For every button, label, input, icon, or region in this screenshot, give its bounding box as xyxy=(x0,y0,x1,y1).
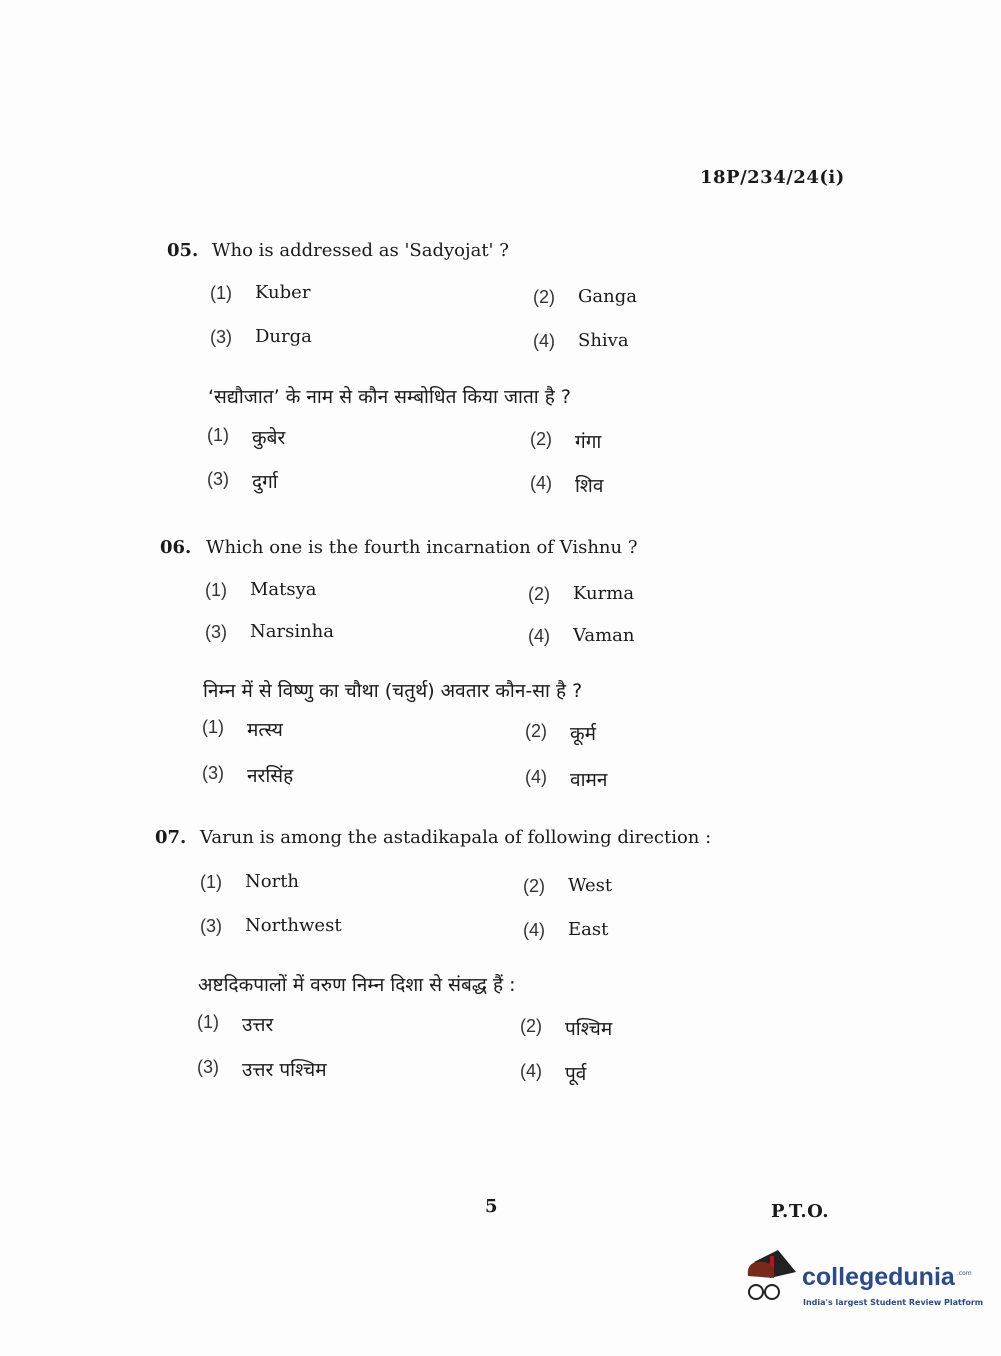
question-text: Varun is among the astadikapala of following direction : xyxy=(200,827,712,848)
hindi-option-text: वामन xyxy=(570,769,608,791)
hindi-option-text: शिव xyxy=(575,475,604,497)
hindi-question-text: निम्न में से विष्णु का चौथा (चतुर्थ) अवतार कौन-सा है ? xyxy=(203,680,583,702)
option-number: (3) xyxy=(210,327,232,347)
hindi-option-text: नरसिंह xyxy=(247,765,294,787)
hindi-option-text: कुबेर xyxy=(252,427,286,449)
hindi-option-text: उत्तर पश्चिम xyxy=(242,1059,327,1081)
option-number: (2) xyxy=(530,429,552,449)
option-text: East xyxy=(568,919,609,940)
brand-tagline: India's largest Student Review Platform xyxy=(803,1298,984,1307)
option-number: (3) xyxy=(200,916,222,936)
mascot-logo-icon xyxy=(740,1248,802,1310)
option-number: (2) xyxy=(533,287,555,307)
option-text: Durga xyxy=(255,326,312,347)
question-text: Who is addressed as 'Sadyojat' ? xyxy=(212,240,509,261)
question-number: 07. xyxy=(155,827,187,848)
option-text: Matsya xyxy=(250,579,317,600)
option-number: (1) xyxy=(205,580,227,600)
option-number: (3) xyxy=(205,622,227,642)
question-text: Which one is the fourth incarnation of Vishnu ? xyxy=(206,537,638,558)
option-number: (2) xyxy=(525,721,547,741)
option-number: (2) xyxy=(528,584,550,604)
option-number: (4) xyxy=(525,767,547,787)
option-number: (4) xyxy=(520,1061,542,1081)
option-text: Ganga xyxy=(578,286,637,307)
page-number: 5 xyxy=(485,1196,499,1217)
option-number: (4) xyxy=(523,920,545,940)
option-number: (1) xyxy=(202,717,224,737)
option-text: Narsinha xyxy=(250,621,334,642)
hindi-option-text: दुर्गा xyxy=(252,471,278,493)
option-text: Northwest xyxy=(245,915,342,936)
option-number: (4) xyxy=(528,626,550,646)
hindi-question-text: अष्टदिकपालों में वरुण निम्न दिशा से संबद्ध हैं : xyxy=(198,974,516,996)
option-number: (2) xyxy=(520,1016,542,1036)
hindi-option-text: मत्स्य xyxy=(247,719,283,741)
pto-label: P.T.O. xyxy=(771,1201,830,1222)
option-text: Kurma xyxy=(573,583,635,604)
hindi-option-text: कूर्म xyxy=(570,723,596,745)
hindi-question-text: ‘सद्यौजात’ के नाम से कौन सम्बोधित किया जाता है ? xyxy=(208,386,571,408)
hindi-option-text: पश्चिम xyxy=(565,1018,613,1040)
option-text: Vaman xyxy=(573,625,635,646)
option-number: (3) xyxy=(197,1057,219,1077)
option-number: (1) xyxy=(200,872,222,892)
option-number: (1) xyxy=(210,283,232,303)
question-number: 06. xyxy=(160,537,192,558)
option-number: (4) xyxy=(530,473,552,493)
brand-domain: .com xyxy=(956,1270,972,1277)
collegedunia-watermark xyxy=(740,1248,990,1318)
question-number: 05. xyxy=(167,240,199,261)
option-text: West xyxy=(568,875,613,896)
option-text: Shiva xyxy=(578,330,629,351)
option-number: (3) xyxy=(202,763,224,783)
option-number: (1) xyxy=(207,425,229,445)
option-number: (4) xyxy=(533,331,555,351)
option-number: (3) xyxy=(207,469,229,489)
option-number: (1) xyxy=(197,1012,219,1032)
hindi-option-text: उत्तर xyxy=(242,1014,274,1036)
option-text: Kuber xyxy=(255,282,311,303)
option-text: North xyxy=(245,871,300,892)
paper-code: 18P/234/24(i) xyxy=(700,167,845,188)
option-number: (2) xyxy=(523,876,545,896)
hindi-option-text: पूर्व xyxy=(565,1063,587,1085)
hindi-option-text: गंगा xyxy=(575,431,602,453)
brand-name: collegedunia xyxy=(802,1263,955,1291)
brand-row xyxy=(802,1262,972,1292)
